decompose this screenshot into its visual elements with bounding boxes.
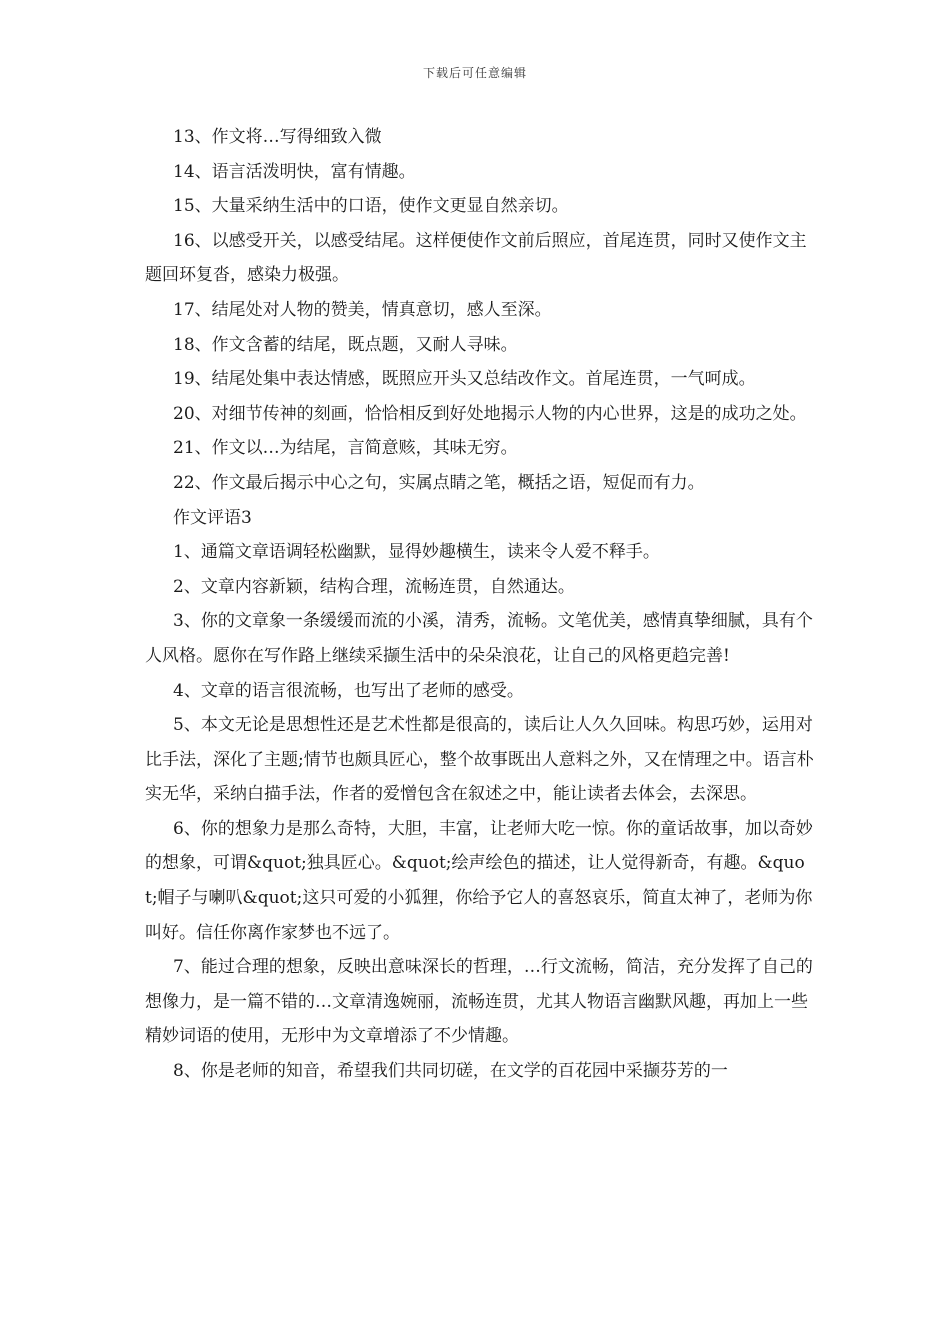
- comment-1: 1、通篇文章语调轻松幽默，显得妙趣横生，读来令人爱不释手。: [173, 542, 660, 563]
- paragraph-21: 21、作文以…为结尾，言简意赅，其味无穷。: [173, 438, 518, 459]
- comment-8: 8、你是老师的知音，希望我们共同切磋，在文学的百花园中采撷芬芳的一: [173, 1061, 728, 1082]
- paragraph-15: 15、大量采纳生活中的口语，使作文更显自然亲切。: [173, 196, 569, 217]
- paragraph-16: 16、以感受开关，以感受结尾。这样便使作文前后照应，首尾连贯，同时又使作文主题回环复沓，感染力极强。: [145, 230, 807, 286]
- comment-3: 3、你的文章象一条缓缓而流的小溪，清秀，流畅。文笔优美，感情真挚细腻，具有个人风格。愿你在写作路上继续采撷生活中的朵朵浪花，让自己的风格更趋完善!: [145, 611, 813, 666]
- comment-7: 7、能过合理的想象，反映出意味深长的哲理，…行文流畅，简洁，充分发挥了自己的想像力，是一篇不错的…文章清逸婉丽，流畅连贯，尤其人物语言幽默风趣，再加上一些精妙词语的使用，无形中为文章增添了不少情趣。: [145, 957, 813, 1047]
- paragraph-17: 17、结尾处对人物的赞美，情真意切，感人至深。: [173, 299, 552, 320]
- document-body: [145, 120, 815, 1089]
- paragraph-18: 18、作文含蓄的结尾，既点题，又耐人寻味。: [173, 334, 518, 355]
- comment-5: 5、本文无论是思想性还是艺术性都是很高的，读后让人久久回味。构思巧妙，运用对比手法，深化了主题;情节也颇具匠心，整个故事既出人意料之外，又在情理之中。语言朴实无华，采纳白描手法，作者的爱憎包含在叙述之中，能让读者去体会，去深思。: [145, 715, 814, 805]
- comment-4: 4、文章的语言很流畅，也写出了老师的感受。: [173, 680, 524, 701]
- paragraph-14: 14、语言活泼明快，富有情趣。: [173, 161, 416, 182]
- comment-2: 2、文章内容新颖，结构合理，流畅连贯，自然通达。: [173, 576, 575, 597]
- paragraph-13: 13、作文将…写得细致入微: [173, 127, 382, 147]
- paragraph-19: 19、结尾处集中表达情感，既照应开头又总结改作文。首尾连贯，一气呵成。: [173, 369, 756, 390]
- paragraph-20: 20、对细节传神的刻画，恰恰相反到好处地揭示人物的内心世界，这是的成功之处。: [173, 403, 807, 424]
- paragraph-22: 22、作文最后揭示中心之句，实属点睛之笔，概括之语，短促而有力。: [173, 472, 705, 493]
- section-heading: 作文评语3: [173, 507, 252, 528]
- comment-6: 6、你的想象力是那么奇特，大胆，丰富，让老师大吃一惊。你的童话故事，加以奇妙的想象，可谓&quot;独具匠心。&quot;绘声绘色的描述，让人觉得新奇，有趣。&quot;帽子与喇叭&quot;这只可爱的小狐狸，你给予它人的喜怒哀乐，简直太神了，老师为你叫好。信任你离作家梦也不远了。: [145, 818, 813, 943]
- page-header: 下载后可任意编辑: [422, 66, 527, 80]
